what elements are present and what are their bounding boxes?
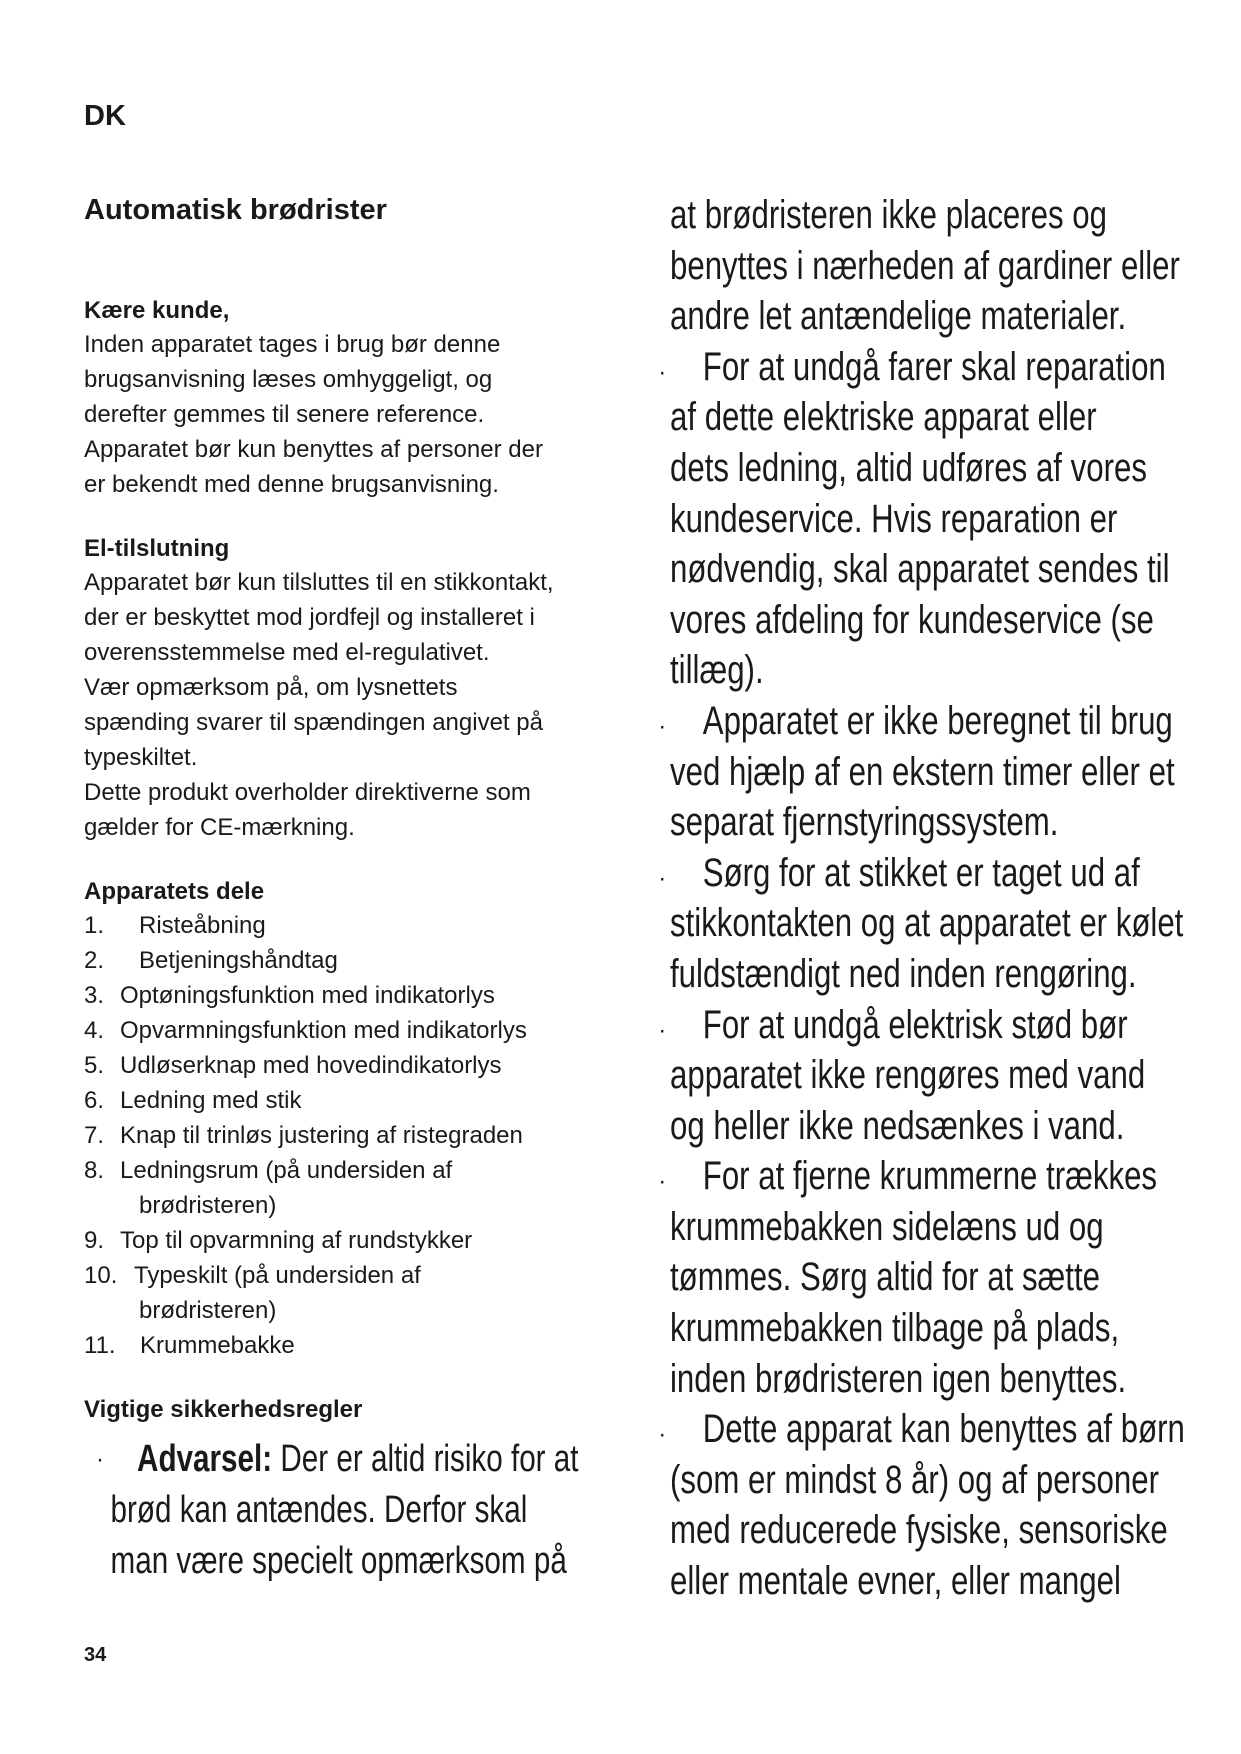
item-text: brødristeren) (139, 1192, 277, 1219)
intro-line: brugsanvisning læses omhyggeligt, og (84, 366, 493, 393)
text-line: dets ledning, altid udføres af vores (670, 445, 1147, 490)
warning-label: Advarsel: (137, 1438, 273, 1480)
item-text: Ledning med stik (120, 1087, 302, 1114)
intro-line: derefter gemmes til senere reference. (84, 401, 485, 428)
bullet-line (658, 696, 1173, 747)
intro-line: Apparatet bør kun benyttes af personer der (84, 436, 543, 463)
el-line: gælder for CE-mærkning. (84, 814, 355, 841)
item-number: 5. (84, 1052, 105, 1079)
bullet-line (658, 1404, 1185, 1455)
item-number: 9. (84, 1227, 105, 1254)
line-text: Apparatet er ikke beregnet til brug (702, 698, 1173, 743)
page-title: Automatisk brødrister (84, 194, 387, 226)
item-number: 3. (84, 982, 105, 1009)
intro-line: er bekendt med denne brugsanvisning. (84, 471, 499, 498)
el-line: overensstemmelse med el-regulativet. (84, 639, 490, 666)
el-line: Vær opmærksom på, om lysnettets (84, 674, 458, 701)
list-item (84, 1048, 644, 1083)
intro-line: Inden apparatet tages i brug bør denne (84, 331, 501, 358)
language-label: DK (84, 100, 126, 132)
text-line: med reducerede fysiske, sensoriske (670, 1508, 1168, 1553)
bullet-line (658, 342, 1166, 393)
text-line: krummebakken tilbage på plads, (670, 1306, 1120, 1351)
parts-heading: Apparatets dele (84, 878, 265, 905)
warning-line: man være specielt opmærksom på (110, 1540, 567, 1582)
text-line: apparatet ikke rengøres med vand (670, 1053, 1146, 1098)
line-text: Dette apparat kan benyttes af børn (702, 1407, 1185, 1452)
list-item-continuation (84, 1188, 644, 1223)
list-item (84, 1118, 644, 1153)
text-line: ved hjælp af en ekstern timer eller et (670, 749, 1175, 794)
bullet-icon: · (658, 1016, 667, 1044)
list-item (84, 1328, 644, 1363)
line-text: Sørg for at stikket er taget ud af (702, 850, 1140, 895)
item-text: Top til opvarmning af rundstykker (120, 1227, 473, 1254)
item-number: 10. (84, 1262, 118, 1289)
item-number: 6. (84, 1087, 105, 1114)
list-item (84, 943, 644, 978)
item-text: brødristeren) (139, 1297, 277, 1324)
warning-block (84, 1434, 644, 1587)
el-line: der er beskyttet mod jordfejl og installeret i (84, 604, 535, 631)
el-text (84, 565, 644, 845)
page-number: 34 (84, 1644, 107, 1666)
line-text: For at undgå farer skal reparation (702, 344, 1166, 389)
text-line: fuldstændigt ned inden rengøring. (670, 951, 1137, 996)
item-text: Optøningsfunktion med indikatorlys (120, 982, 495, 1009)
el-line: Dette produkt overholder direktiverne som (84, 779, 531, 806)
intro-text (84, 327, 644, 502)
item-text: Krummebakke (140, 1332, 295, 1359)
text-line: tillæg). (670, 648, 764, 693)
text-line: inden brødristeren igen benyttes. (670, 1356, 1127, 1401)
line-text: For at undgå elektrisk stød bør (702, 1002, 1128, 1047)
item-text: Udløserknap med hovedindikatorlys (120, 1052, 502, 1079)
bullet-line (658, 1151, 1158, 1202)
text-line: benyttes i nærheden af gardiner eller (670, 243, 1180, 288)
list-item (84, 1153, 644, 1188)
list-item (84, 908, 644, 943)
item-number: 7. (84, 1122, 105, 1149)
bullet-line (658, 848, 1140, 899)
line-text: For at fjerne krummerne trækkes (702, 1154, 1158, 1199)
list-item-continuation (84, 1293, 644, 1328)
left-column (84, 192, 644, 1587)
item-number: 2. (84, 947, 105, 974)
item-number: 11. (84, 1332, 116, 1359)
text-line: tømmes. Sørg altid for at sætte (670, 1255, 1100, 1300)
list-item (84, 978, 644, 1013)
text-line: at brødristeren ikke placeres og (670, 193, 1108, 237)
text-line: kundeservice. Hvis reparation er (670, 496, 1118, 541)
item-text: Typeskilt (på undersiden af (134, 1262, 421, 1289)
text-line: krummebakken sidelæns ud og (670, 1204, 1104, 1249)
warning-text: Der er altid risiko for at (272, 1438, 579, 1480)
bullet-icon: · (658, 864, 667, 892)
text-line: og heller ikke nedsænkes i vand. (670, 1103, 1125, 1148)
warning-line (84, 1434, 579, 1485)
list-item (84, 1083, 644, 1118)
item-number: 8. (84, 1157, 105, 1184)
list-item (84, 1013, 644, 1048)
item-text: Opvarmningsfunktion med indikatorlys (120, 1017, 527, 1044)
item-text: Knap til trinløs justering af ristegraden (120, 1122, 523, 1149)
bullet-icon: · (658, 358, 667, 386)
parts-list (84, 908, 644, 1363)
text-line: (som er mindst 8 år) og af personer (670, 1457, 1159, 1502)
el-heading: El-tilslutning (84, 535, 230, 562)
list-item (84, 1258, 644, 1293)
bullet-icon: · (658, 1168, 667, 1196)
list-item (84, 1223, 644, 1258)
item-text: Risteåbning (139, 912, 266, 939)
bullet-line (658, 1000, 1128, 1051)
text-line: stikkontakten og at apparatet er kølet (670, 901, 1184, 946)
bullet-icon: · (658, 712, 667, 740)
el-line: spænding svarer til spændingen angivet på (84, 709, 543, 736)
text-line: nødvendig, skal apparatet sendes til (670, 547, 1170, 592)
bullet-icon: · (658, 1421, 667, 1449)
text-line: eller mentale evner, eller mangel (670, 1559, 1121, 1604)
item-text: Ledningsrum (på undersiden af (120, 1157, 453, 1184)
el-line: Apparatet bør kun tilsluttes til en stikkontakt, (84, 569, 554, 596)
safety-heading: Vigtige sikkerhedsregler (84, 1396, 363, 1423)
right-column (658, 190, 1190, 1607)
text-line: separat fjernstyringssystem. (670, 800, 1059, 845)
bullet-icon: · (96, 1446, 104, 1473)
greeting: Kære kunde, (84, 297, 230, 324)
item-text: Betjeningshåndtag (139, 947, 338, 974)
text-line: af dette elektriske apparat eller (670, 395, 1097, 440)
el-line: typeskiltet. (84, 744, 198, 771)
item-number: 4. (84, 1017, 105, 1044)
warning-line: brød kan antændes. Derfor skal (110, 1489, 528, 1531)
text-line: vores afdeling for kundeservice (se (670, 597, 1154, 642)
item-number: 1. (84, 912, 105, 939)
text-line: andre let antændelige materialer. (670, 294, 1127, 339)
